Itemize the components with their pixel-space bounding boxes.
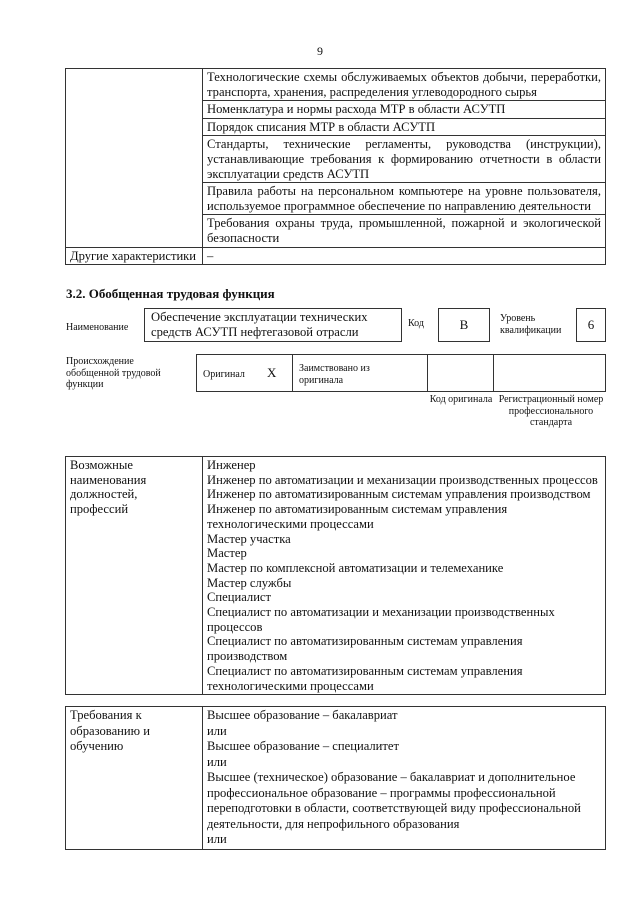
- knowledge-item: Правила работы на персональном компьютере на уровне пользователя, используемое программное обеспечение по направлению деятельности: [203, 183, 606, 215]
- knowledge-label-cell: [66, 69, 203, 248]
- borrowed-label: Заимствовано из оригинала: [299, 363, 370, 386]
- origin-label: Происхождение обобщенной трудовой функции: [66, 356, 161, 390]
- positions-list: [203, 457, 606, 695]
- education-item: Высшее образование – специалитет: [207, 739, 400, 753]
- position-item: Инженер по автоматизации и механизации производственных процессов: [207, 472, 598, 487]
- function-name-box: Обеспечение эксплуатации технических средств АСУТП нефтегазовой отрасли: [144, 308, 402, 342]
- position-item: Инженер по автоматизированным системам управления технологическими процессами: [207, 502, 508, 531]
- position-item: Специалист по автоматизированным системам управления производством: [207, 634, 523, 664]
- knowledge-item: Номенклатура и нормы расхода МТР в области АСУТП: [203, 101, 606, 119]
- code-original-caption: Код оригинала: [429, 394, 493, 405]
- page-number: 9: [317, 44, 323, 58]
- position-item: Специалист: [207, 590, 272, 605]
- position-item: Мастер по комплексной автоматизации и телемеханике: [207, 560, 504, 575]
- knowledge-table: [65, 68, 606, 265]
- education-list: [203, 707, 606, 850]
- knowledge-item: Требования охраны труда, промышленной, пожарной и экологической безопасности: [203, 215, 606, 247]
- section-title: 3.2. Обобщенная трудовая функция: [66, 286, 275, 301]
- level-value-box: 6: [576, 308, 606, 342]
- origin-box: [196, 354, 606, 392]
- position-item: Специалист по автоматизации и механизации производственных процессов: [207, 605, 555, 634]
- education-item: или: [207, 723, 227, 738]
- origin-divider: [493, 354, 494, 392]
- code-value-box: B: [438, 308, 490, 342]
- education-item: или: [207, 832, 227, 846]
- other-characteristics-value: –: [203, 247, 606, 265]
- code-label: Код: [408, 318, 424, 329]
- origin-divider: [427, 354, 428, 392]
- education-item: Высшее образование – бакалавриат: [207, 708, 398, 722]
- position-item: Мастер: [207, 546, 247, 561]
- education-item: или: [207, 754, 227, 769]
- knowledge-item: Порядок списания МТР в области АСУТП: [203, 118, 606, 136]
- positions-label: Возможные наименования должностей, профессий: [66, 457, 203, 695]
- origin-divider: [292, 354, 293, 392]
- position-item: Специалист по автоматизированным системам управления технологическими процессами: [207, 663, 523, 693]
- name-label: Наименование: [66, 322, 129, 333]
- original-mark: X: [267, 365, 277, 380]
- original-label: Оригинал: [203, 369, 245, 380]
- education-table: [65, 706, 606, 850]
- knowledge-item: Технологические схемы обслуживаемых объектов добычи, переработки, транспорта, хранения, распределения углеводородного сырья: [203, 69, 606, 101]
- education-item: Высшее (техническое) образование – бакалавриат и дополнительное профессиональное образование – программы профессиональной переподготовки в области, соответствующей виду профессиональной деятельности, для непрофильного образования: [207, 770, 581, 831]
- position-item: Мастер службы: [207, 575, 292, 590]
- level-label: Уровень квалификации: [500, 313, 562, 336]
- other-characteristics-label: Другие характеристики: [66, 247, 203, 265]
- position-item: Инженер: [207, 458, 256, 472]
- education-label: Требования к образованию и обучению: [66, 707, 203, 850]
- knowledge-item: Стандарты, технические регламенты, руководства (инструкции), устанавливающие требования к формированию отчетности в области эксплуатации средств АСУТП: [203, 136, 606, 183]
- position-item: Инженер по автоматизированным системам управления производством: [207, 487, 591, 502]
- position-item: Мастер участка: [207, 531, 291, 546]
- positions-table: [65, 456, 606, 695]
- registration-number-caption: Регистрационный номер профессионального стандарта: [498, 394, 604, 428]
